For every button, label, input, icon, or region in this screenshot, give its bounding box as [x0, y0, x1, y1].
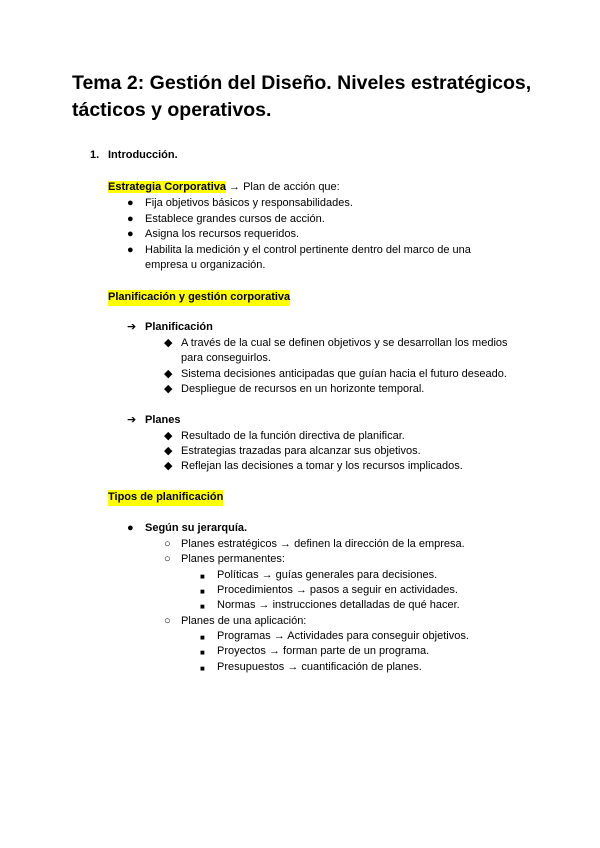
diamond-bullet-icon: ◆ — [164, 445, 173, 457]
list-item: Sistema decisiones anticipadas que guían hacia el futuro deseado. — [181, 368, 507, 380]
circle-bullet-icon: ○ — [164, 615, 171, 627]
list-item: Programas → Actividades para conseguir objetivos. — [217, 630, 469, 642]
arrow-icon: ➔ — [127, 321, 137, 333]
list-item: Planes estratégicos → definen la dirección de la empresa. — [181, 538, 465, 550]
square-bullet-icon: ■ — [200, 602, 205, 611]
planes-heading: Planes — [145, 414, 181, 426]
list-item: Estrategias trazadas para alcanzar sus objetivos. — [181, 445, 421, 457]
section-heading: Introducción. — [108, 149, 178, 161]
bullet-dot: ● — [127, 244, 134, 256]
diamond-bullet-icon: ◆ — [164, 460, 173, 472]
list-item: Asigna los recursos requeridos. — [145, 228, 300, 240]
arrow-icon: ➔ — [127, 414, 137, 426]
subsection-heading: Tipos de planificación — [108, 490, 223, 506]
estrategia-rest: → Plan de acción que: — [225, 181, 340, 193]
list-item: Reflejan las decisiones a tomar y los recursos implicados. — [181, 460, 463, 472]
square-bullet-icon: ■ — [200, 648, 205, 657]
square-bullet-icon: ■ — [200, 633, 205, 642]
planificacion-heading: Planificación — [145, 321, 213, 333]
square-bullet-icon: ■ — [200, 664, 205, 673]
list-item: Planes de una aplicación: — [181, 615, 307, 627]
list-item: Habilita la medición y el control pertinente dentro del marco de una — [145, 244, 471, 256]
jerarquia-heading: Según su jerarquía. — [145, 522, 248, 534]
list-item-continuation: para conseguirlos. — [181, 352, 271, 364]
section-number: 1. — [90, 149, 100, 161]
list-item: Despliegue de recursos en un horizonte temporal. — [181, 383, 425, 395]
circle-bullet-icon: ○ — [164, 538, 171, 550]
list-item: Establece grandes cursos de acción. — [145, 213, 325, 225]
list-item: Resultado de la función directiva de planificar. — [181, 430, 405, 442]
diamond-bullet-icon: ◆ — [164, 368, 173, 380]
page-title: Tema 2: Gestión del Diseño. Niveles estratégicos, tácticos y operativos. — [72, 72, 532, 121]
list-item: Políticas → guías generales para decisiones. — [217, 569, 438, 581]
estrategia-line — [108, 180, 340, 196]
list-item: Planes permanentes: — [181, 553, 285, 565]
list-item: Procedimientos → pasos a seguir en actividades. — [217, 584, 458, 596]
estrategia-term: Estrategia Corporativa — [108, 181, 226, 193]
square-bullet-icon: ■ — [200, 587, 205, 596]
bullet-dot: ● — [127, 228, 134, 240]
diamond-bullet-icon: ◆ — [164, 430, 173, 442]
bullet-dot: ● — [127, 522, 134, 534]
list-item: Fija objetivos básicos y responsabilidades. — [145, 197, 353, 209]
diamond-bullet-icon: ◆ — [164, 337, 173, 349]
list-item: Normas → instrucciones detalladas de qué hacer. — [217, 599, 460, 611]
bullet-dot: ● — [127, 197, 134, 209]
square-bullet-icon: ■ — [200, 572, 205, 581]
circle-bullet-icon: ○ — [164, 553, 171, 565]
list-item: Presupuestos → cuantificación de planes. — [217, 661, 422, 673]
bullet-dot: ● — [127, 213, 134, 225]
list-item: Proyectos → forman parte de un programa. — [217, 645, 430, 657]
list-item-continuation: empresa u organización. — [145, 259, 266, 271]
list-item: A través de la cual se definen objetivos y se desarrollan los medios — [181, 337, 508, 349]
subsection-heading: Planificación y gestión corporativa — [108, 290, 290, 306]
diamond-bullet-icon: ◆ — [164, 383, 173, 395]
